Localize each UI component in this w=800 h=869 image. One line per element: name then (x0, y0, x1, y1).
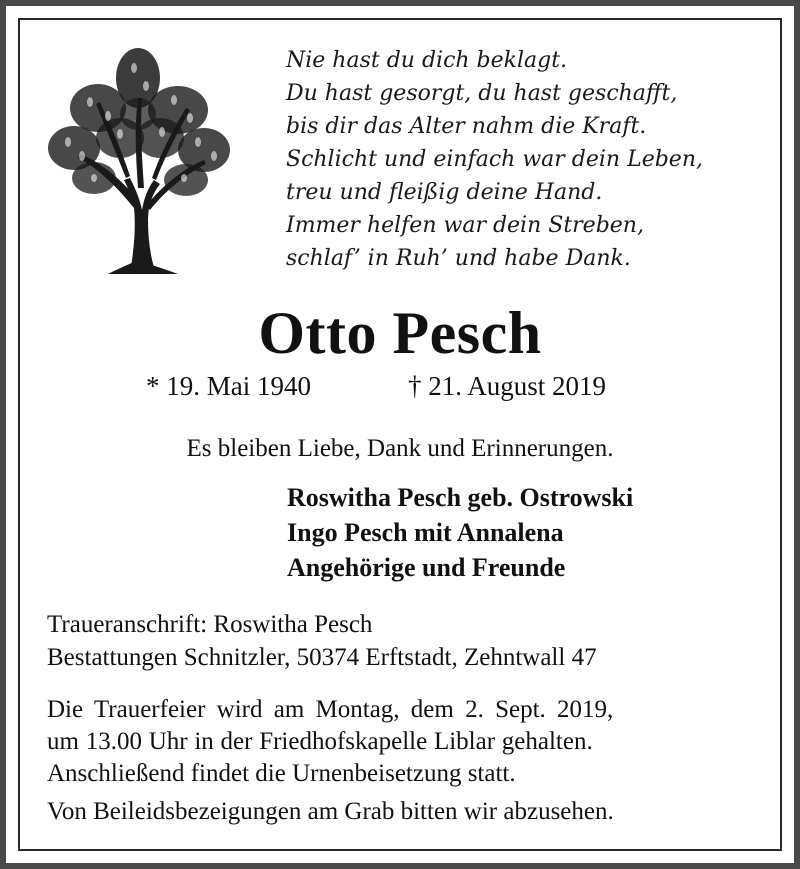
poem-line: Immer helfen war dein Streben, (286, 213, 644, 238)
mourner: Roswitha Pesch geb. Ostrowski (287, 483, 634, 512)
poem-line: treu und fleißig deine Hand. (286, 180, 603, 205)
service-line: Die Trauerfeier wird am Montag, dem 2. Sept. 2019, (47, 696, 614, 723)
mourner: Angehörige und Freunde (287, 553, 566, 582)
poem (286, 44, 776, 275)
mourners-list (287, 480, 633, 585)
address-line: Bestattungen Schnitzler, 50374 Erftstadt, Zehntwall 47 (47, 644, 597, 671)
poem-line: bis dir das Alter nahm die Kraft. (286, 114, 647, 139)
poem-line: schlaf’ in Ruh’ und habe Dank. (286, 246, 631, 271)
remembrance-message: Es bleiben Liebe, Dank und Erinnerungen. (186, 435, 614, 462)
birth-date: * 19. Mai 1940 (146, 371, 311, 401)
death-date: † 21. August 2019 (408, 371, 607, 401)
tree-icon (38, 38, 236, 278)
service-line: Anschließend findet die Urnenbeisetzung statt. (47, 760, 516, 787)
poem-line: Schlicht und einfach war dein Leben, (286, 147, 703, 172)
service-line: um 13.00 Uhr in der Friedhofskapelle Liblar gehalten. (47, 728, 593, 755)
address-line: Traueranschrift: Roswitha Pesch (47, 611, 373, 638)
mourner: Ingo Pesch mit Annalena (287, 518, 564, 547)
deceased-name: Otto Pesch (258, 300, 542, 366)
poem-line: Nie hast du dich beklagt. (286, 48, 568, 73)
mourning-address (47, 608, 597, 674)
condolence-note: Von Beileidsbezeigungen am Grab bitten wir abzusehen. (47, 798, 614, 825)
poem-line: Du hast gesorgt, du hast geschafft, (286, 81, 678, 106)
service-notice (47, 694, 753, 790)
